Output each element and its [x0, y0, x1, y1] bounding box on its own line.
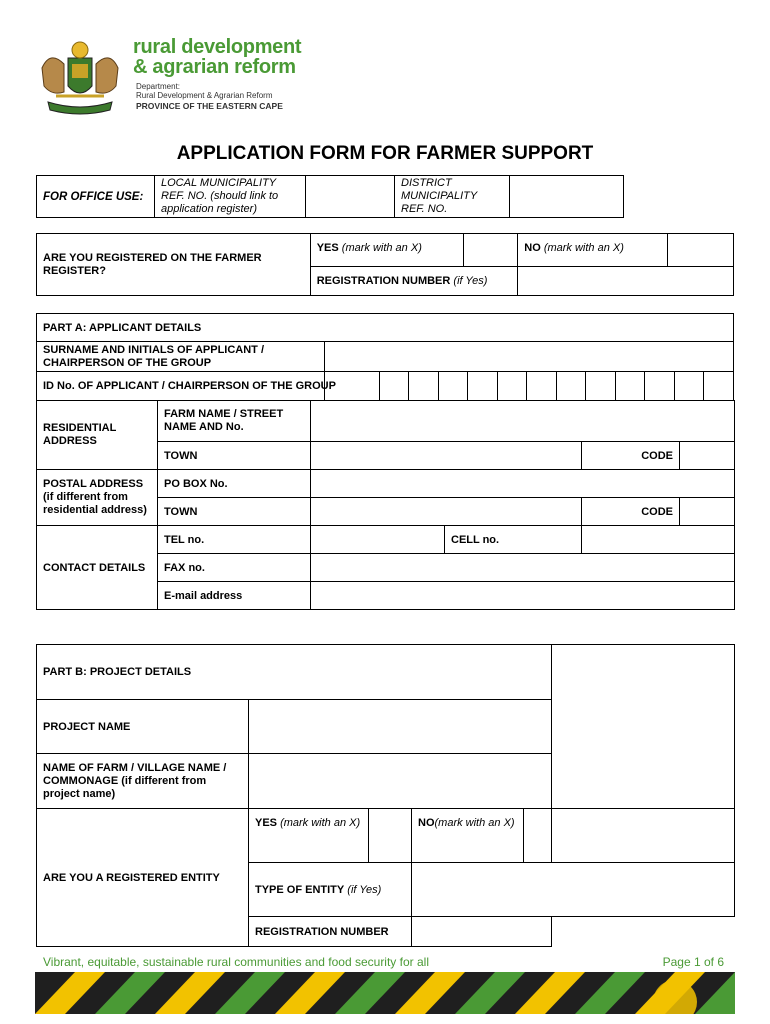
id-digit-box[interactable] [674, 372, 704, 401]
entity-no-box[interactable] [524, 809, 552, 863]
entity-yes-box[interactable] [369, 809, 412, 863]
entity-no-cell [412, 809, 524, 863]
surname-label: SURNAME AND INITIALS OF APPLICANT / CHAIRPERSON OF THE GROUP [37, 342, 325, 372]
entity-type-hint: (if Yes) [347, 883, 382, 896]
tel-field[interactable] [311, 526, 445, 554]
tel-label: TEL no. [158, 526, 311, 554]
registration-number-field[interactable] [518, 267, 734, 296]
district-municipality-ref-field[interactable] [510, 176, 624, 218]
cell-label: CELL no. [445, 526, 582, 554]
decorative-footer-band [35, 972, 735, 1014]
entity-type-cell [249, 863, 412, 917]
postal-town-label: TOWN [158, 498, 311, 526]
part-b-table [36, 644, 735, 947]
register-yes-label: YES [316, 242, 339, 254]
entity-type-label: TYPE OF ENTITY [255, 883, 345, 896]
project-name-label: PROJECT NAME [37, 700, 249, 754]
id-digit-box[interactable] [645, 372, 675, 401]
id-digit-box[interactable] [497, 372, 527, 401]
id-digit-box[interactable] [438, 372, 468, 401]
page-number: Page 1 of 6 [662, 955, 724, 969]
local-municipality-ref-label: LOCAL MUNICIPALITY REF. NO. (should link to application register) [155, 176, 306, 218]
id-digit-box[interactable] [409, 372, 439, 401]
farmer-register-question: ARE YOU REGISTERED ON THE FARMER REGISTER? [37, 234, 311, 296]
district-municipality-ref-label: DISTRICT MUNICIPALITY REF. NO. [395, 176, 510, 218]
residential-code-label: CODE [582, 442, 680, 470]
entity-no-label: NO [418, 817, 435, 829]
id-digit-box[interactable] [556, 372, 586, 401]
farm-village-label: NAME OF FARM / VILLAGE NAME / COMMONAGE (if different from project name) [37, 754, 249, 809]
entity-extra-box[interactable] [552, 809, 735, 863]
farmer-register-table [36, 233, 734, 296]
residential-town-field[interactable] [311, 442, 582, 470]
department-logo [30, 38, 310, 118]
registration-number-label: REGISTRATION NUMBER [316, 275, 451, 287]
register-yes-cell [310, 234, 464, 267]
po-box-field[interactable] [311, 470, 735, 498]
entity-yes-hint: (mark with an X) [280, 817, 361, 829]
fax-label: FAX no. [158, 554, 311, 582]
footer-slogan: Vibrant, equitable, sustainable rural communities and food security for all [43, 955, 429, 969]
registered-entity-question: ARE YOU A REGISTERED ENTITY [37, 809, 249, 947]
register-no-label: NO [524, 242, 541, 254]
residential-code-field[interactable] [680, 442, 735, 470]
contact-details-label: CONTACT DETAILS [37, 526, 158, 610]
entity-no-hint: (mark with an X) [434, 817, 515, 829]
id-number-label: ID No. OF APPLICANT / CHAIRPERSON OF THE GROUP [37, 372, 325, 401]
department-line-3: PROVINCE OF THE EASTERN CAPE [136, 101, 283, 111]
id-digit-box[interactable] [615, 372, 645, 401]
local-municipality-ref-field[interactable] [306, 176, 395, 218]
email-field[interactable] [311, 582, 735, 610]
id-digit-box[interactable] [379, 372, 409, 401]
brand-line-2: & agrarian reform [133, 56, 296, 78]
project-photo-box [552, 645, 735, 809]
postal-code-field[interactable] [680, 498, 735, 526]
register-no-box[interactable] [667, 234, 733, 267]
entity-yes-cell [249, 809, 369, 863]
postal-code-label: CODE [582, 498, 680, 526]
register-no-hint: (mark with an X) [543, 242, 624, 254]
entity-registration-number-label: REGISTRATION NUMBER [249, 917, 412, 947]
residential-address-label: RESIDENTIAL ADDRESS [37, 401, 158, 470]
id-digit-box[interactable] [527, 372, 557, 401]
part-a-table [36, 313, 734, 401]
office-use-table [36, 175, 734, 218]
department-line-1: Department: [136, 82, 181, 91]
office-use-label: FOR OFFICE USE: [37, 176, 155, 218]
farm-village-field[interactable] [249, 754, 552, 809]
fax-field[interactable] [311, 554, 735, 582]
register-no-cell [518, 234, 668, 267]
registration-number-hint: (if Yes) [453, 275, 488, 287]
address-contact-table [36, 400, 735, 610]
entity-yes-label: YES [255, 817, 278, 829]
coat-of-arms-icon [30, 38, 130, 118]
registration-number-cell [310, 267, 518, 296]
register-yes-box[interactable] [464, 234, 518, 267]
register-yes-hint: (mark with an X) [341, 242, 422, 254]
part-b-heading: PART B: PROJECT DETAILS [37, 645, 552, 700]
postal-address-label: POSTAL ADDRESS (if different from residential address) [37, 470, 158, 526]
po-box-label: PO BOX No. [158, 470, 311, 498]
id-digit-box[interactable] [704, 372, 734, 401]
id-digit-box[interactable] [586, 372, 616, 401]
entity-registration-number-field[interactable] [412, 917, 552, 947]
postal-town-field[interactable] [311, 498, 582, 526]
farm-name-label: FARM NAME / STREET NAME AND No. [158, 401, 311, 442]
email-label: E-mail address [158, 582, 311, 610]
department-line-2: Rural Development & Agrarian Reform [136, 91, 273, 100]
part-a-heading: PART A: APPLICANT DETAILS [37, 314, 734, 342]
form-title: APPLICATION FORM FOR FARMER SUPPORT [176, 143, 594, 164]
farm-name-field[interactable] [311, 401, 735, 442]
residential-town-label: TOWN [158, 442, 311, 470]
brand-line-1: rural development [133, 36, 302, 58]
cell-field[interactable] [582, 526, 735, 554]
id-digit-box[interactable] [468, 372, 498, 401]
entity-type-field[interactable] [412, 863, 735, 917]
project-name-field[interactable] [249, 700, 552, 754]
surname-field[interactable] [324, 342, 733, 372]
